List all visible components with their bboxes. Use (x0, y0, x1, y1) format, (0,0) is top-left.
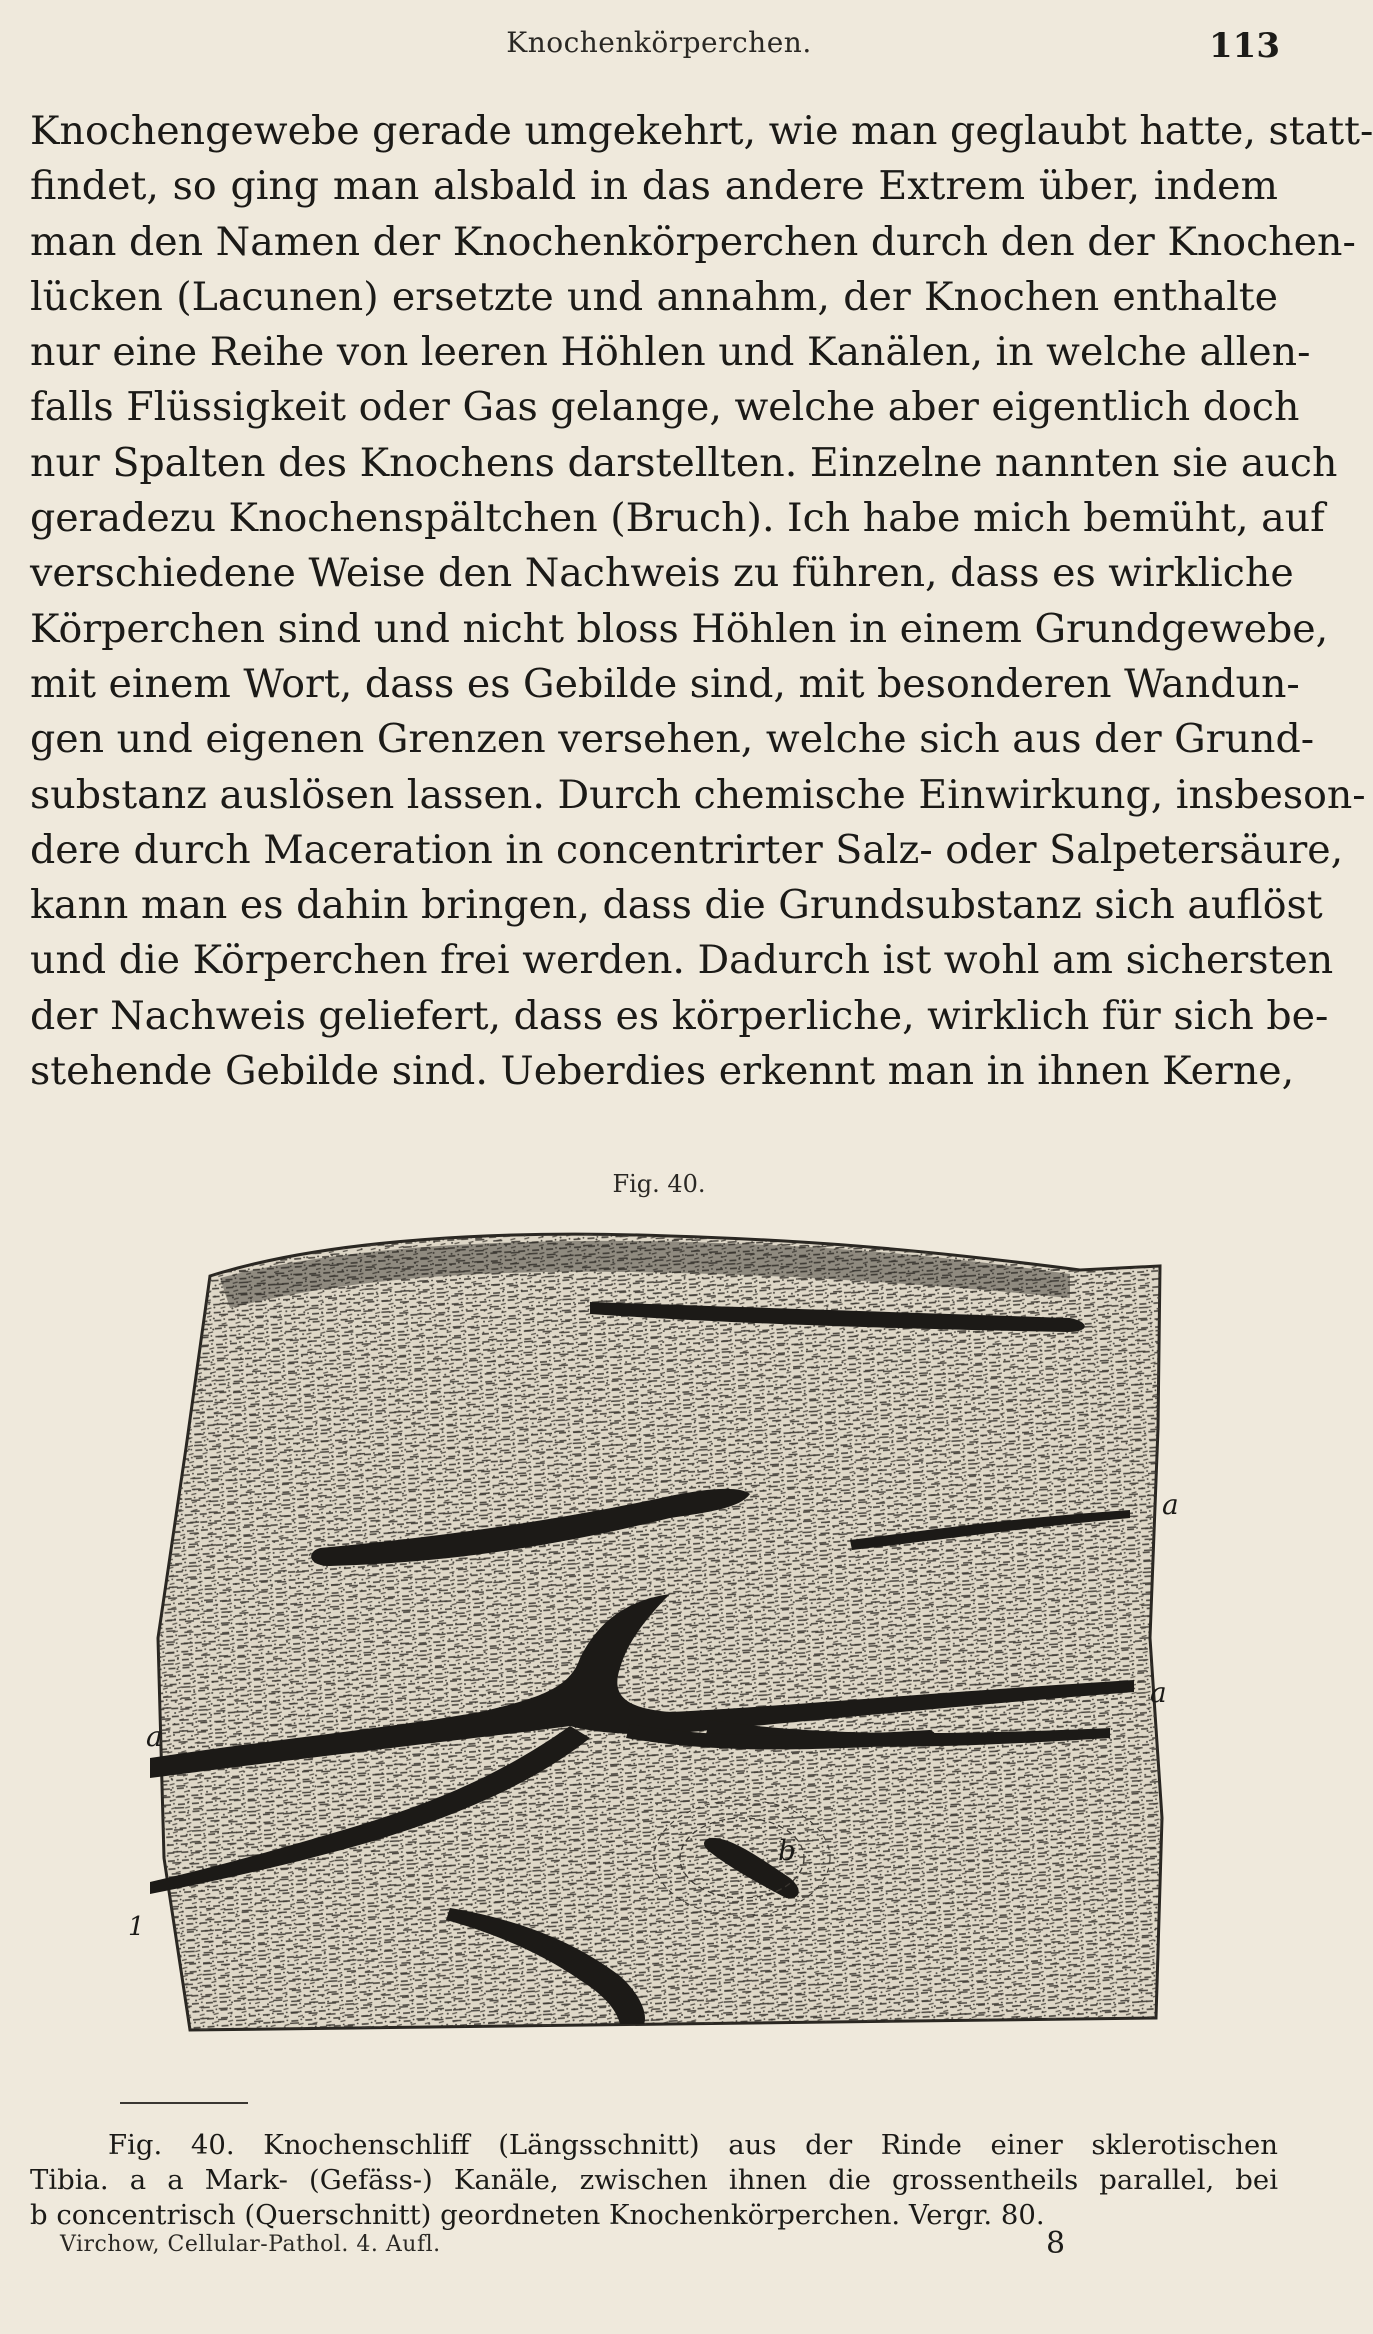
caption-line: Fig. 40. Knochenschliff (Längsschnitt) aus der Rinde einer sklerotischen (108, 2129, 1278, 2161)
body-line: falls Flüssigkeit oder Gas gelange, welche aber eigentlich doch (30, 384, 1300, 431)
marker-a-right-lower: a (1150, 1676, 1167, 1709)
body-line: kann man es dahin bringen, dass die Grundsubstanz sich auflöst (30, 882, 1323, 929)
body-line: gen und eigenen Grenzen versehen, welche sich aus der Grund- (30, 716, 1315, 763)
marker-b: b (778, 1834, 796, 1867)
body-line: man den Namen der Knochenkörperchen durch den der Knochen- (30, 218, 1356, 265)
body-line: Körperchen sind und nicht bloss Höhlen in einem Grundgewebe, (30, 605, 1329, 652)
body-line: findet, so ging man alsbald in das andere Extrem über, indem (30, 163, 1278, 210)
marker-1-left: 1 (128, 1912, 145, 1942)
body-line: nur Spalten des Knochens darstellten. Einzelne nannten sie auch (30, 439, 1338, 486)
marker-a-left: a (146, 1720, 163, 1753)
running-head (0, 26, 1318, 70)
body-line: nur eine Reihe von leeren Höhlen und Kanälen, in welche allen- (30, 329, 1311, 376)
page-number: 113 (1209, 26, 1280, 66)
body-line: der Nachweis geliefert, dass es körperliche, wirklich für sich be- (30, 992, 1329, 1039)
body-line: dere durch Maceration in concentrirter Salz- oder Salpetersäure, (30, 826, 1344, 873)
printer-signature: Virchow, Cellular-Pathol. 4. Aufl. (60, 2232, 441, 2257)
footnote-rule (120, 2102, 248, 2104)
body-line: und die Körperchen frei werden. Dadurch ist wohl am sichersten (30, 937, 1334, 984)
sheet-number: 8 (1046, 2226, 1066, 2261)
body-line: Knochengewebe gerade umgekehrt, wie man geglaubt hatte, statt- (30, 108, 1373, 154)
body-line: mit einem Wort, dass es Gebilde sind, mit besonderen Wandun- (30, 660, 1300, 707)
body-line: substanz auslösen lassen. Durch chemische Einwirkung, insbeson- (30, 771, 1366, 818)
bone-section-figure (150, 1218, 1179, 2048)
figure-label: Fig. 40. (612, 1170, 706, 1198)
running-title: Knochenkörperchen. (506, 26, 812, 59)
caption-line: b concentrisch (Querschnitt) geordneten Knochenkörperchen. Vergr. 80. (30, 2199, 1045, 2231)
body-line: lücken (Lacunen) ersetzte und annahm, der Knochen enthalte (30, 273, 1278, 320)
figure-caption (30, 2128, 1278, 2233)
caption-line: Tibia. a a Mark- (Gefäss-) Kanäle, zwischen ihnen die grossentheils parallel, bei (30, 2164, 1278, 2196)
marker-a-right-upper: a (1162, 1488, 1179, 1521)
body-line: stehende Gebilde sind. Ueberdies erkennt man in ihnen Kerne, (30, 1048, 1295, 1095)
body-line: verschiedene Weise den Nachweis zu führen, dass es wirkliche (30, 550, 1294, 597)
body-line: geradezu Knochenspältchen (Bruch). Ich habe mich bemüht, auf (30, 495, 1325, 542)
body-text (30, 104, 1373, 1099)
